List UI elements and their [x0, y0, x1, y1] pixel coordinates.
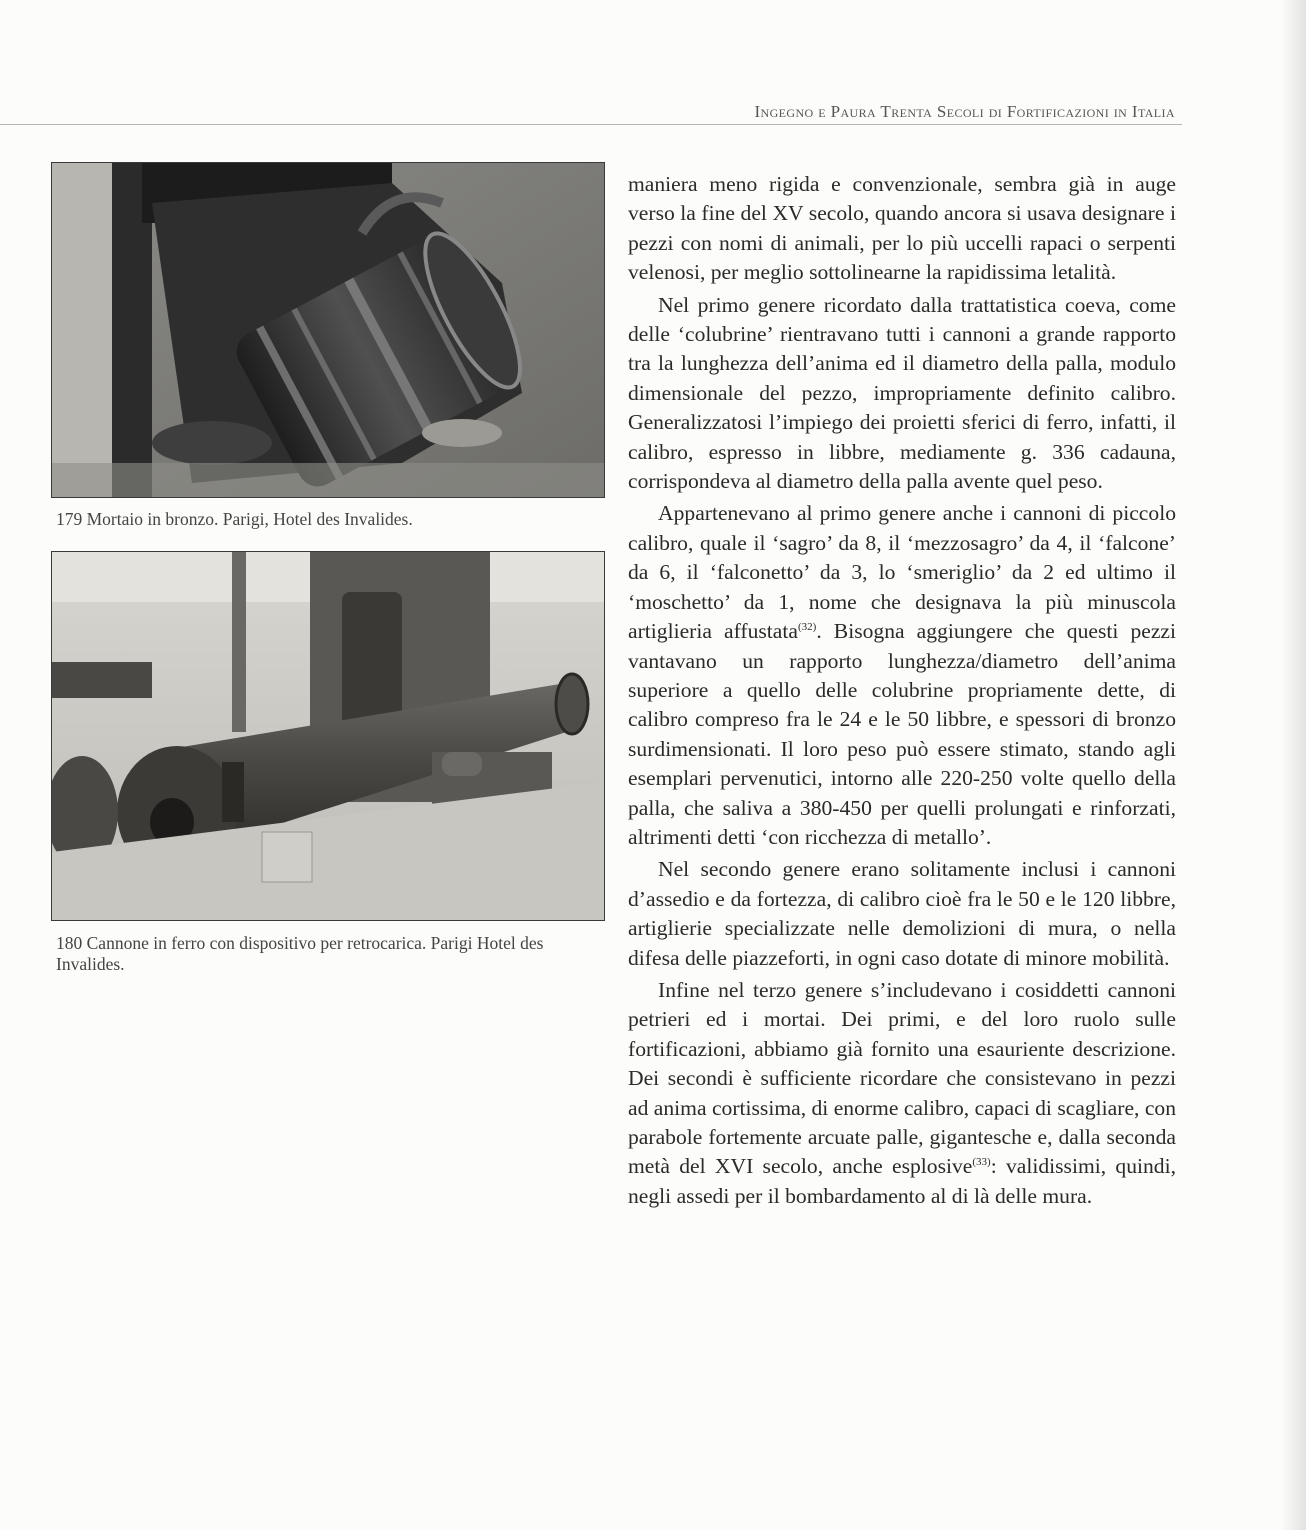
mortar-photo-illustration: [52, 163, 604, 497]
body-text-column: [628, 170, 1176, 1211]
paragraph-1: maniera meno rigida e convenzionale, sembra già in auge verso la fine del XV secolo, quando ancora si usava designare i pezzi con nomi di animali, per lo più uccelli rapaci o serpenti velenosi, per meglio sottolinearne la rapidissima letalità.: [628, 172, 1176, 285]
running-head: Ingegno e Paura Trenta Secoli di Fortificazioni in Italia: [754, 102, 1175, 121]
footnote-ref-33: (33): [972, 1156, 991, 1169]
paragraph-5-part-b: : validissimi, quindi, negli assedi per il bombardamento al di là delle mura.: [628, 1154, 1176, 1208]
cannon-photo-illustration: [52, 552, 604, 920]
page-edge-shadow: [1280, 0, 1306, 1530]
figure-179-caption: 179 Mortaio in bronzo. Parigi, Hotel des Invalides.: [56, 509, 413, 529]
paragraph-4: Nel secondo genere erano solitamente inclusi i cannoni d’assedio e da fortezza, di calibro cioè fra le 50 e le 120 libbre, artiglierie specializzate nelle demolizioni di mura, o nella difesa delle piazzeforti, in ogni caso dotate di minore mobilità.: [628, 857, 1176, 970]
paragraph-5-part-a: Infine nel terzo genere s’includevano i cosiddetti cannoni petrieri ed i mortai. Dei primi, e del loro ruolo sulle fortificazioni, abbiamo già fornito una esauriente descrizione. Dei secondi è sufficiente ricordare che consistevano in pezzi ad anima cortissima, di enorme calibro, capaci di scagliare, con parabole fortemente arcuate palle, gigantesche e, dalla seconda metà del XVI secolo, anche esplosive: [628, 977, 1177, 1179]
footnote-ref-32: (32): [797, 620, 817, 633]
paragraph-3-part-b: . Bisogna aggiungere che questi pezzi vantavano un rapporto lunghezza/diametro dell’anima superiore a quello delle colubrine propriamente dette, di calibro compreso fra le 24 e le 50 libbre, e spessori di bronzo surdimensionati. Il loro peso può essere stimato, stando agli esemplari pervenutici, intorno alle 220-250 volte quello della palla, che saliva a 380-450 per quelli prolungati e rinforzati, altrimenti detti ‘con ricchezza di metallo’.: [628, 619, 1176, 849]
figure-179-photo: [51, 162, 605, 498]
figure-180-caption: 180 Cannone in ferro con dispositivo per retrocarica. Parigi Hotel des Invalides.: [56, 933, 544, 974]
paragraph-2: Nel primo genere ricordato dalla trattatistica coeva, come delle ‘colubrine’ rientravano tutti i cannoni a grande rapporto tra la lunghezza dell’anima ed il diametro della palla, modulo dimensionale del pezzo, impropriamente definito calibro. Generalizzatosi l’impiego dei proietti sferici di ferro, infatti, il calibro, espresso in libbre, mediamente g. 336 cadauna, corrispondeva al diametro della palla avente quel peso.: [628, 292, 1176, 494]
paragraph-3: [628, 499, 1176, 852]
paragraph-3-part-a: Appartenevano al primo genere anche i cannoni di piccolo calibro, quale il ‘sagro’ da 8, il ‘mezzosagro’ da 4, il ‘falcone’ da 6, il ‘falconetto’ da 3, lo ‘smeriglio’ da 2 ed ultimo il ‘moschetto’ da 1, nome che designava la più minuscola artiglieria affustata: [628, 501, 1176, 644]
header-rule: [0, 124, 1182, 125]
figure-180-photo: [51, 551, 605, 921]
paragraph-5: [628, 976, 1176, 1211]
